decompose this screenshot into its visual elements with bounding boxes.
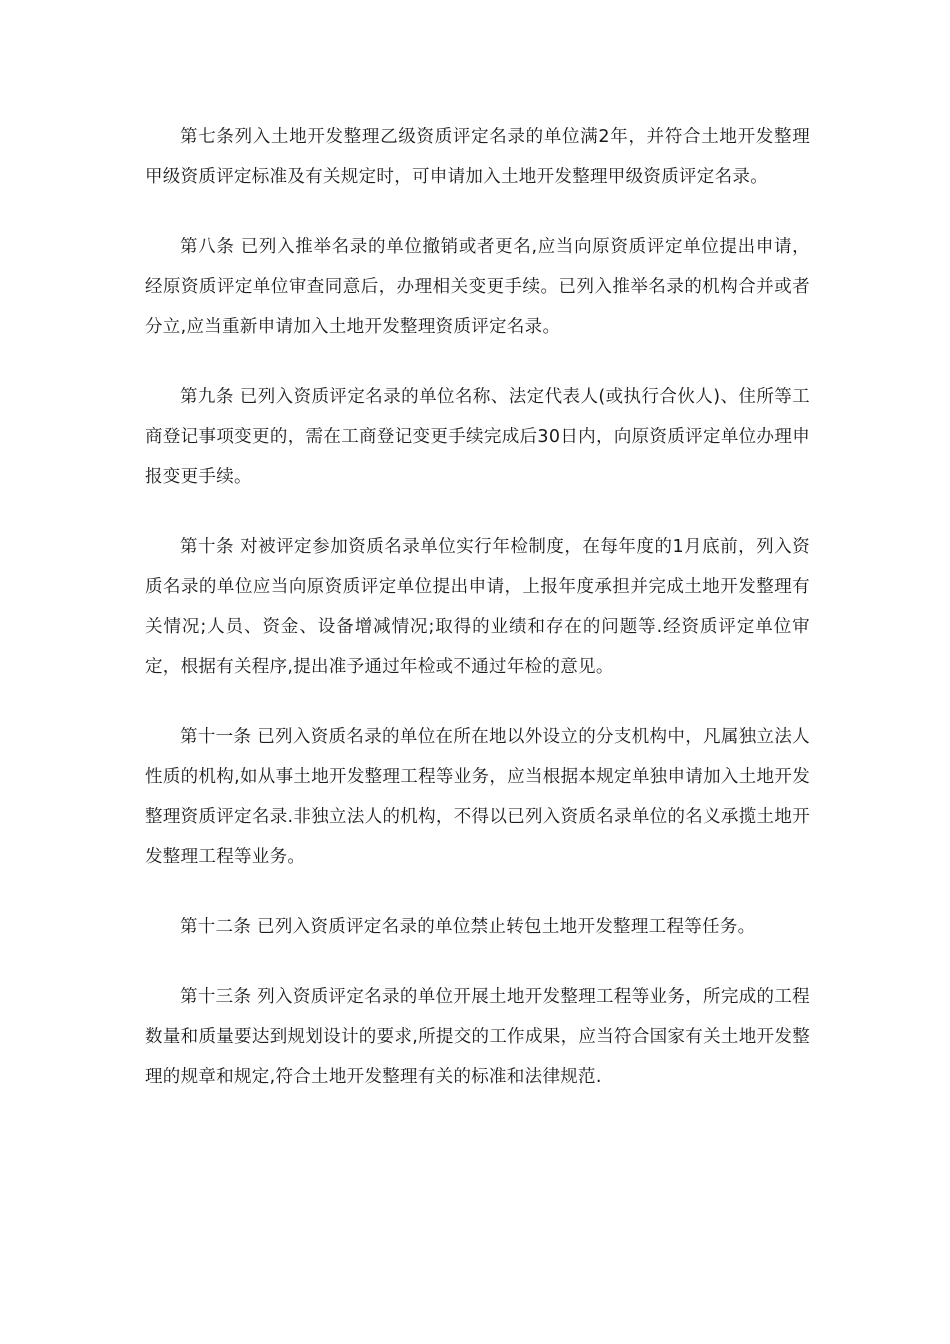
- article-9-paragraph: 第九条 已列入资质评定名录的单位名称、法定代表人(或执行合伙人)、住所等工商登记事项变更的，需在工商登记变更手续完成后30日内，向原资质评定单位办理申报变更手续。: [145, 387, 810, 487]
- article-11-paragraph: 第十一条 已列入资质名录的单位在所在地以外设立的分支机构中，凡属独立法人性质的机构,如从事土地开发整理工程等业务，应当根据本规定单独申请加入土地开发整理资质评定名录.非独立法人的机构，不得以已列入资质名录单位的名义承揽土地开发整理工程等业务。: [145, 727, 810, 867]
- article-10-paragraph: 第十条 对被评定参加资质名录单位实行年检制度，在每年度的1月底前，列入资质名录的单位应当向原资质评定单位提出申请，上报年度承担并完成土地开发整理有关情况;人员、资金、设备增减情况;取得的业绩和存在的问题等.经资质评定单位审定，根据有关程序,提出准予通过年检或不通过年检的意见。: [145, 537, 810, 677]
- document-body: [145, 117, 810, 1097]
- article-13-paragraph: 第十三条 列入资质评定名录的单位开展土地开发整理工程等业务，所完成的工程数量和质量要达到规划设计的要求,所提交的工作成果，应当符合国家有关土地开发整理的规章和规定,符合土地开发整理有关的标准和法律规范.: [145, 987, 810, 1087]
- article-7-paragraph: 第七条列入土地开发整理乙级资质评定名录的单位满2年，并符合土地开发整理甲级资质评定标准及有关规定时，可申请加入土地开发整理甲级资质评定名录。: [145, 127, 810, 187]
- article-8-paragraph: 第八条 已列入推举名录的单位撤销或者更名,应当向原资质评定单位提出申请，经原资质评定单位审查同意后，办理相关变更手续。已列入推举名录的机构合并或者分立,应当重新申请加入土地开发整理资质评定名录。: [145, 237, 810, 337]
- article-12-paragraph: 第十二条 已列入资质评定名录的单位禁止转包土地开发整理工程等任务。: [180, 917, 756, 937]
